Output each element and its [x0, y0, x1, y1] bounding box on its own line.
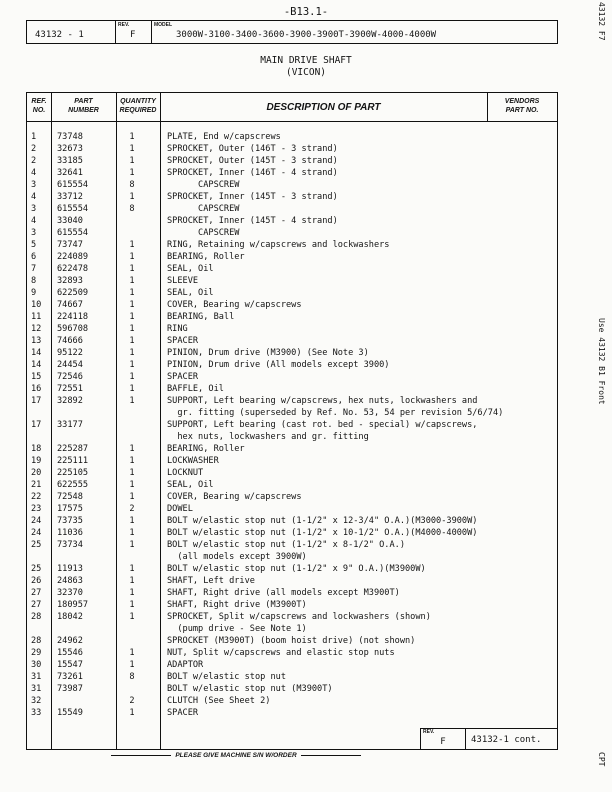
ref-cell: 27	[31, 600, 42, 610]
ref-cell: 3	[31, 204, 37, 214]
table-row	[27, 599, 557, 611]
ref-cell: 11	[31, 312, 42, 322]
part-number-cell: 32893	[57, 276, 83, 286]
description-cell: SPROCKET, Outer (145T - 3 strand)	[167, 156, 338, 166]
table-row	[27, 479, 557, 491]
description-cell: BEARING, Ball	[167, 312, 235, 322]
ref-cell: 16	[31, 384, 42, 394]
parts-table	[26, 92, 558, 750]
table-row	[27, 347, 557, 359]
description-cell: CLUTCH (See Sheet 2)	[167, 696, 271, 706]
col-header-qty-line2: REQUIRED	[119, 107, 157, 114]
part-number-cell: 24962	[57, 636, 83, 646]
part-number-cell: 32370	[57, 588, 83, 598]
footer-rev-box	[420, 728, 558, 750]
quantity-cell: 1	[129, 288, 135, 298]
part-number-cell: 73987	[57, 684, 83, 694]
quantity-cell: 1	[129, 564, 135, 574]
table-row	[27, 311, 557, 323]
ref-cell: 24	[31, 516, 42, 526]
table-row	[27, 203, 557, 215]
description-cell: gr. fitting (superseded by Ref. No. 53, 54 per revision 5/6/74)	[167, 408, 504, 418]
table-row	[27, 503, 557, 515]
ref-cell: 20	[31, 468, 42, 478]
quantity-cell: 1	[129, 396, 135, 406]
model-cell	[151, 21, 557, 43]
ref-cell: 29	[31, 648, 42, 658]
col-header-vendors	[487, 97, 557, 115]
order-notice	[26, 752, 446, 759]
table-row	[27, 275, 557, 287]
part-number-cell: 622478	[57, 264, 89, 274]
description-cell: PINION, Drum drive (All models except 3900)	[167, 360, 390, 370]
quantity-cell: 1	[129, 468, 135, 478]
quantity-cell: 1	[129, 336, 135, 346]
quantity-cell: 1	[129, 648, 135, 658]
table-row	[27, 623, 557, 635]
ref-cell: 8	[31, 276, 37, 286]
description-cell: SPROCKET (M3900T) (boom hoist drive) (not shown)	[167, 636, 416, 646]
table-row	[27, 587, 557, 599]
part-number-cell: 24863	[57, 576, 83, 586]
table-row	[27, 227, 557, 239]
rev-label: REV.	[118, 22, 130, 28]
table-row	[27, 395, 557, 407]
table-row	[27, 287, 557, 299]
ref-cell: 3	[31, 228, 37, 238]
part-number-cell: 73734	[57, 540, 83, 550]
ref-cell: 15	[31, 372, 42, 382]
quantity-cell: 1	[129, 492, 135, 502]
description-cell: BOLT w/elastic stop nut (1-1/2" x 9" O.A.)(M3900W)	[167, 564, 426, 574]
description-cell: SPROCKET, Inner (145T - 3 strand)	[167, 192, 338, 202]
col-header-ref-line2: NO.	[32, 107, 46, 114]
part-number-cell: 74666	[57, 336, 83, 346]
margin-note-middle: Use 43132 B1 Front	[597, 318, 606, 405]
part-number-cell: 24454	[57, 360, 83, 370]
description-cell: SEAL, Oil	[167, 264, 214, 274]
part-number-cell: 622509	[57, 288, 89, 298]
table-row	[27, 683, 557, 695]
ref-cell: 1	[31, 132, 37, 142]
ref-cell: 24	[31, 528, 42, 538]
ref-cell: 19	[31, 456, 42, 466]
ref-cell: 2	[31, 156, 37, 166]
description-cell: CAPSCREW	[167, 204, 240, 214]
quantity-cell: 1	[129, 348, 135, 358]
notice-rule-right	[301, 755, 361, 756]
table-row	[27, 575, 557, 587]
model-label: MODEL	[154, 22, 173, 28]
table-row	[27, 179, 557, 191]
part-number-cell: 615554	[57, 180, 89, 190]
description-cell: (all models except 3900W)	[167, 552, 307, 562]
description-cell: SLEEVE	[167, 276, 199, 286]
description-cell: BEARING, Roller	[167, 252, 245, 262]
table-row	[27, 299, 557, 311]
quantity-cell: 1	[129, 372, 135, 382]
part-number-cell: 11036	[57, 528, 83, 538]
table-row	[27, 539, 557, 551]
part-number-cell: 180957	[57, 600, 89, 610]
table-row	[27, 611, 557, 623]
table-row	[27, 131, 557, 143]
part-number-cell: 95122	[57, 348, 83, 358]
table-row	[27, 647, 557, 659]
quantity-cell: 1	[129, 516, 135, 526]
part-number-cell: 72551	[57, 384, 83, 394]
description-cell: SPACER	[167, 336, 199, 346]
description-cell: DOWEL	[167, 504, 193, 514]
col-header-vendors-line1: VENDORS	[504, 98, 540, 105]
quantity-cell: 1	[129, 360, 135, 370]
description-cell: BEARING, Roller	[167, 444, 245, 454]
description-cell: NUT, Split w/capscrews and elastic stop nuts	[167, 648, 395, 658]
part-number-cell: 615554	[57, 204, 89, 214]
ref-cell: 30	[31, 660, 42, 670]
table-row	[27, 443, 557, 455]
description-cell: SHAFT, Left drive	[167, 576, 255, 586]
table-row	[27, 635, 557, 647]
ref-cell: 6	[31, 252, 37, 262]
part-number-cell: 33185	[57, 156, 83, 166]
part-number-cell: 17575	[57, 504, 83, 514]
margin-note-top: 43132 F7	[597, 2, 606, 41]
quantity-cell: 2	[129, 696, 135, 706]
ref-cell: 32	[31, 696, 42, 706]
ref-cell: 17	[31, 396, 42, 406]
col-header-ref	[27, 97, 51, 115]
margin-note-bottom: CPT	[597, 752, 606, 767]
col-header-ref-line1: REF.	[31, 98, 47, 105]
description-cell: COVER, Bearing w/capscrews	[167, 300, 302, 310]
ref-cell: 23	[31, 504, 42, 514]
description-cell: BOLT w/elastic stop nut (1-1/2" x 8-1/2" O.A.)	[167, 540, 405, 550]
ref-cell: 12	[31, 324, 42, 334]
description-cell: SEAL, Oil	[167, 480, 214, 490]
part-number-cell: 224118	[57, 312, 89, 322]
quantity-cell: 1	[129, 540, 135, 550]
part-number-cell: 73747	[57, 240, 83, 250]
table-row	[27, 659, 557, 671]
part-number-cell: 73748	[57, 132, 83, 142]
ref-cell: 4	[31, 216, 37, 226]
quantity-cell: 1	[129, 240, 135, 250]
description-cell: SUPPORT, Left bearing (cast rot. bed - special) w/capscrews,	[167, 420, 478, 430]
part-number-cell: 225287	[57, 444, 89, 454]
description-cell: COVER, Bearing w/capscrews	[167, 492, 302, 502]
table-row	[27, 263, 557, 275]
quantity-cell: 1	[129, 480, 135, 490]
table-row	[27, 239, 557, 251]
part-number-cell: 74667	[57, 300, 83, 310]
description-cell: BOLT w/elastic stop nut (M3900T)	[167, 684, 333, 694]
description-cell: BOLT w/elastic stop nut	[167, 672, 286, 682]
description-cell: SHAFT, Right drive (M3900T)	[167, 600, 307, 610]
part-number-cell: 15549	[57, 708, 83, 718]
description-cell: PLATE, End w/capscrews	[167, 132, 281, 142]
ref-cell: 31	[31, 672, 42, 682]
ref-cell: 26	[31, 576, 42, 586]
quantity-cell: 1	[129, 600, 135, 610]
quantity-cell: 1	[129, 192, 135, 202]
table-row	[27, 191, 557, 203]
page-subtitle: (VICON)	[285, 67, 327, 78]
col-header-part-line1: PART	[74, 98, 93, 105]
col-header-qty	[116, 97, 160, 115]
quantity-cell: 1	[129, 276, 135, 286]
ref-cell: 7	[31, 264, 37, 274]
quantity-cell: 1	[129, 456, 135, 466]
part-number-cell: 32673	[57, 144, 83, 154]
description-cell: BOLT w/elastic stop nut (1-1/2" x 12-3/4" O.A.)(M3000-3900W)	[167, 516, 478, 526]
description-cell: LOCKWASHER	[167, 456, 219, 466]
table-body	[27, 131, 557, 719]
part-number-cell: 73261	[57, 672, 83, 682]
description-cell: RING	[167, 324, 188, 334]
quantity-cell: 1	[129, 660, 135, 670]
ref-cell: 17	[31, 420, 42, 430]
ref-cell: 10	[31, 300, 42, 310]
part-number-cell: 72546	[57, 372, 83, 382]
part-number-cell: 32892	[57, 396, 83, 406]
part-number-cell: 33177	[57, 420, 83, 430]
col-header-part-line2: NUMBER	[68, 107, 99, 114]
table-row	[27, 419, 557, 431]
table-row	[27, 371, 557, 383]
order-notice-text: PLEASE GIVE MACHINE S/N W/ORDER	[175, 752, 297, 759]
quantity-cell: 1	[129, 156, 135, 166]
ref-cell: 4	[31, 192, 37, 202]
ref-cell: 18	[31, 444, 42, 454]
ref-cell: 5	[31, 240, 37, 250]
part-number-cell: 33712	[57, 192, 83, 202]
table-row	[27, 467, 557, 479]
description-cell: LOCKNUT	[167, 468, 204, 478]
col-header-part	[51, 97, 116, 115]
header-rule	[27, 121, 557, 122]
table-row	[27, 407, 557, 419]
ref-cell: 28	[31, 636, 42, 646]
description-cell: CAPSCREW	[167, 228, 240, 238]
description-cell: SPROCKET, Split w/capscrews and lockwashers (shown)	[167, 612, 431, 622]
header-box	[26, 20, 558, 44]
ref-cell: 4	[31, 168, 37, 178]
description-cell: SPROCKET, Outer (146T - 3 strand)	[167, 144, 338, 154]
table-row	[27, 359, 557, 371]
description-cell: CAPSCREW	[167, 180, 240, 190]
quantity-cell: 1	[129, 312, 135, 322]
ref-cell: 25	[31, 564, 42, 574]
ref-cell: 28	[31, 612, 42, 622]
quantity-cell: 2	[129, 504, 135, 514]
ref-cell: 25	[31, 540, 42, 550]
part-number-cell: 11913	[57, 564, 83, 574]
page-number: -B13.1-	[283, 6, 329, 18]
ref-cell: 14	[31, 348, 42, 358]
table-row	[27, 323, 557, 335]
table-row	[27, 383, 557, 395]
description-cell: PINION, Drum drive (M3900) (See Note 3)	[167, 348, 369, 358]
part-number-cell: 72548	[57, 492, 83, 502]
quantity-cell: 1	[129, 612, 135, 622]
quantity-cell: 1	[129, 264, 135, 274]
col-header-desc: DESCRIPTION OF PART	[266, 102, 381, 113]
quantity-cell: 1	[129, 300, 135, 310]
footer-rev-divider	[465, 729, 466, 749]
description-cell: (pump drive - See Note 1)	[167, 624, 307, 634]
table-row	[27, 455, 557, 467]
quantity-cell: 8	[129, 180, 135, 190]
notice-rule-left	[111, 755, 171, 756]
quantity-cell: 1	[129, 588, 135, 598]
doc-number: 43132 - 1	[35, 30, 84, 40]
quantity-cell: 1	[129, 576, 135, 586]
footer-rev-value: F	[440, 737, 446, 747]
table-row	[27, 707, 557, 719]
part-number-cell: 32641	[57, 168, 83, 178]
col-header-vendors-line2: PART NO.	[505, 107, 539, 114]
part-number-cell: 225111	[57, 456, 89, 466]
part-number-cell: 73735	[57, 516, 83, 526]
table-row	[27, 167, 557, 179]
description-cell: SPROCKET, Inner (145T - 4 strand)	[167, 216, 338, 226]
description-cell: BAFFLE, Oil	[167, 384, 224, 394]
part-number-cell: 225105	[57, 468, 89, 478]
part-number-cell: 15546	[57, 648, 83, 658]
ref-cell: 9	[31, 288, 37, 298]
part-number-cell: 33040	[57, 216, 83, 226]
ref-cell: 31	[31, 684, 42, 694]
description-cell: SPACER	[167, 372, 199, 382]
table-row	[27, 527, 557, 539]
part-number-cell: 622555	[57, 480, 89, 490]
quantity-cell: 1	[129, 444, 135, 454]
description-cell: hex nuts, lockwashers and gr. fitting	[167, 432, 369, 442]
table-row	[27, 215, 557, 227]
page-title: MAIN DRIVE SHAFT	[260, 55, 352, 66]
ref-cell: 2	[31, 144, 37, 154]
description-cell: BOLT w/elastic stop nut (1-1/2" x 10-1/2" O.A.)(M4000-4000W)	[167, 528, 478, 538]
model-list: 3000W-3100-3400-3600-3900-3900T-3900W-4000-4000W	[176, 30, 437, 40]
ref-cell: 21	[31, 480, 42, 490]
ref-cell: 33	[31, 708, 42, 718]
table-row	[27, 671, 557, 683]
table-row	[27, 695, 557, 707]
description-cell: ADAPTOR	[167, 660, 204, 670]
quantity-cell: 1	[129, 252, 135, 262]
table-row	[27, 431, 557, 443]
table-row	[27, 515, 557, 527]
rev-value: F	[130, 30, 136, 40]
quantity-cell: 8	[129, 204, 135, 214]
table-row	[27, 251, 557, 263]
ref-cell: 22	[31, 492, 42, 502]
ref-cell: 27	[31, 588, 42, 598]
part-number-cell: 224089	[57, 252, 89, 262]
table-row	[27, 335, 557, 347]
quantity-cell: 8	[129, 672, 135, 682]
table-row	[27, 551, 557, 563]
table-row	[27, 143, 557, 155]
table-row	[27, 491, 557, 503]
quantity-cell: 1	[129, 528, 135, 538]
description-cell: SHAFT, Right drive (all models except M3900T)	[167, 588, 400, 598]
description-cell: SPACER	[167, 708, 199, 718]
quantity-cell: 1	[129, 324, 135, 334]
continued-label: 43132-1 cont.	[471, 735, 542, 745]
description-cell: SPROCKET, Inner (146T - 4 strand)	[167, 168, 338, 178]
quantity-cell: 1	[129, 132, 135, 142]
quantity-cell: 1	[129, 384, 135, 394]
description-cell: SEAL, Oil	[167, 288, 214, 298]
table-row	[27, 155, 557, 167]
footer-rev-label: REV.	[423, 729, 435, 735]
description-cell: SUPPORT, Left bearing w/capscrews, hex nuts, lockwashers and	[167, 396, 478, 406]
ref-cell: 3	[31, 180, 37, 190]
ref-cell: 13	[31, 336, 42, 346]
quantity-cell: 1	[129, 144, 135, 154]
part-number-cell: 18042	[57, 612, 83, 622]
rev-cell	[115, 21, 151, 43]
part-number-cell: 15547	[57, 660, 83, 670]
ref-cell: 14	[31, 360, 42, 370]
col-header-qty-line1: QUANTITY	[120, 98, 156, 105]
table-row	[27, 563, 557, 575]
description-cell: RING, Retaining w/capscrews and lockwashers	[167, 240, 390, 250]
part-number-cell: 615554	[57, 228, 89, 238]
part-number-cell: 596708	[57, 324, 89, 334]
quantity-cell: 1	[129, 708, 135, 718]
quantity-cell: 1	[129, 168, 135, 178]
